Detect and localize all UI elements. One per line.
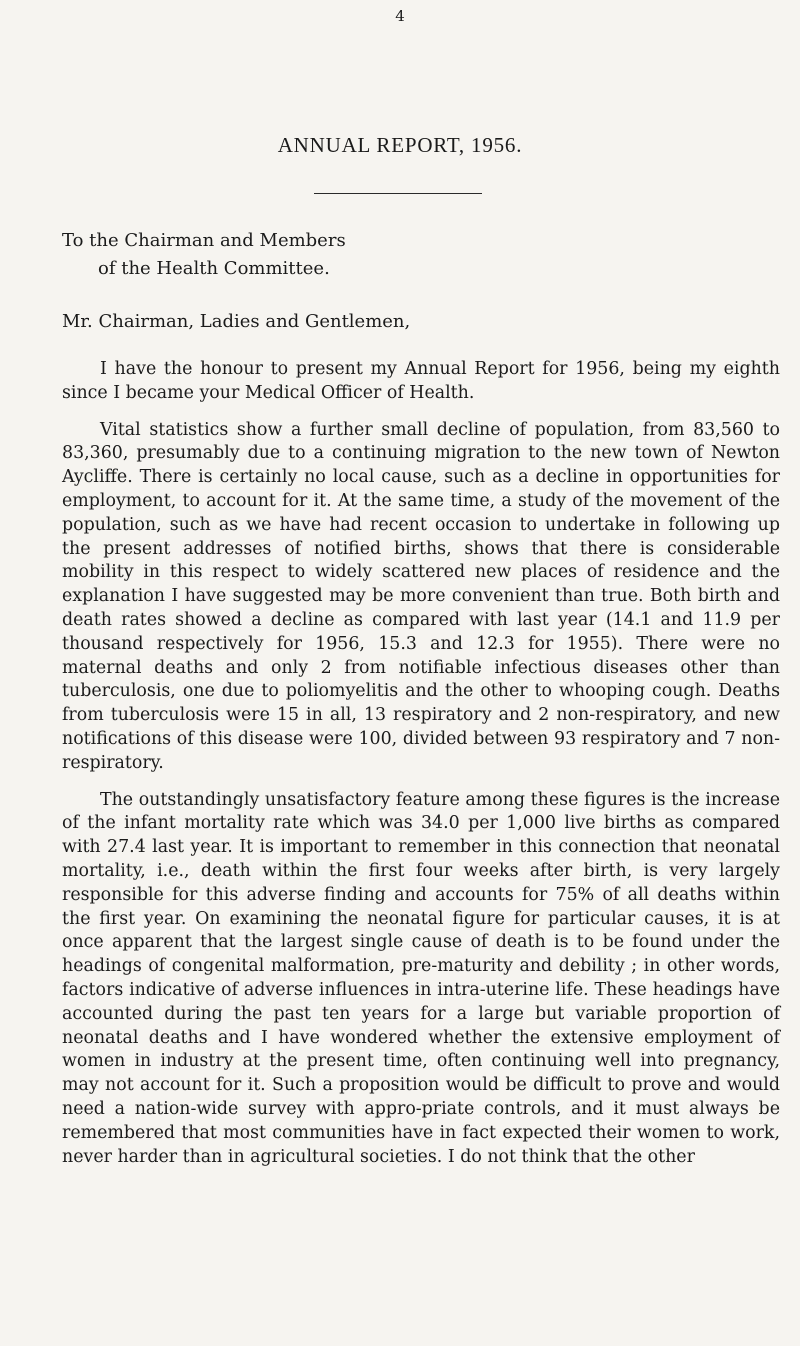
title-divider <box>314 193 482 194</box>
paragraph-introduction: I have the honour to present my Annual Report for 1956, being my eighth since I became your Medical Officer of Health. <box>62 359 780 403</box>
paragraph-vital-statistics: Vital statistics show a further small decline of population, from 83,560 to 83,360, presumably due to a continuing migration to the new town of Newton Aycliffe. There is certainly no local cause, such as a decline in opportunities for employment, to account for it. At the same time, a study of the movement of the population, such as we have had recent occasion to undertake in following up the present addresses of notified births, shows that there is considerable mobility in this respect to widely scattered new places of residence and the explanation I have suggested may be more convenient than true. Both birth and death rates showed a decline as compared with last year (14.1 and 11.9 per thousand respectively for 1956, 15.3 and 12.3 for 1955). There were no maternal deaths and only 2 from notifiable infectious diseases other than tuberculosis, one due to poliomyelitis and the other to whooping cough. Deaths from tuberculosis were 15 in all, 13 respiratory and 2 non-respiratory, and new notifications of this disease were 100, divided between 93 respiratory and 7 non-respiratory. <box>62 419 780 773</box>
address-line-2: of the Health Committee. <box>98 258 330 279</box>
salutation: Mr. Chairman, Ladies and Gentlemen, <box>62 311 411 332</box>
page-number: 4 <box>395 7 405 25</box>
report-title: ANNUAL REPORT, 1956. <box>277 133 523 157</box>
report-body <box>62 358 780 1182</box>
address-line-1: To the Chairman and Members <box>62 230 346 251</box>
paragraph-infant-mortality: The outstandingly unsatisfactory feature among these figures is the increase of the infant mortality rate which was 34.0 per 1,000 live births as compared with 27.4 last year. It is important to remember in this connection that neonatal mortality, i.e., death within the first four weeks after birth, is very largely responsible for this adverse finding and accounts for 75% of all deaths within the first year. On examining the neonatal figure for particular causes, it is at once apparent that the largest single cause of death is to be found under the headings of congenital malformation, pre-maturity and debility ; in other words, factors indicative of adverse influences in intra-uterine life. These headings have accounted during the past ten years for a large but variable proportion of neonatal deaths and I have wondered whether the extensive employment of women in industry at the present time, often continuing well into pregnancy, may not account for it. Such a proposition would be difficult to prove and would need a nation-wide survey with appro-priate controls, and it must always be remembered that most communities have in fact expected their women to work, never harder than in agricultural societies. I do not think that the other <box>62 789 780 1167</box>
